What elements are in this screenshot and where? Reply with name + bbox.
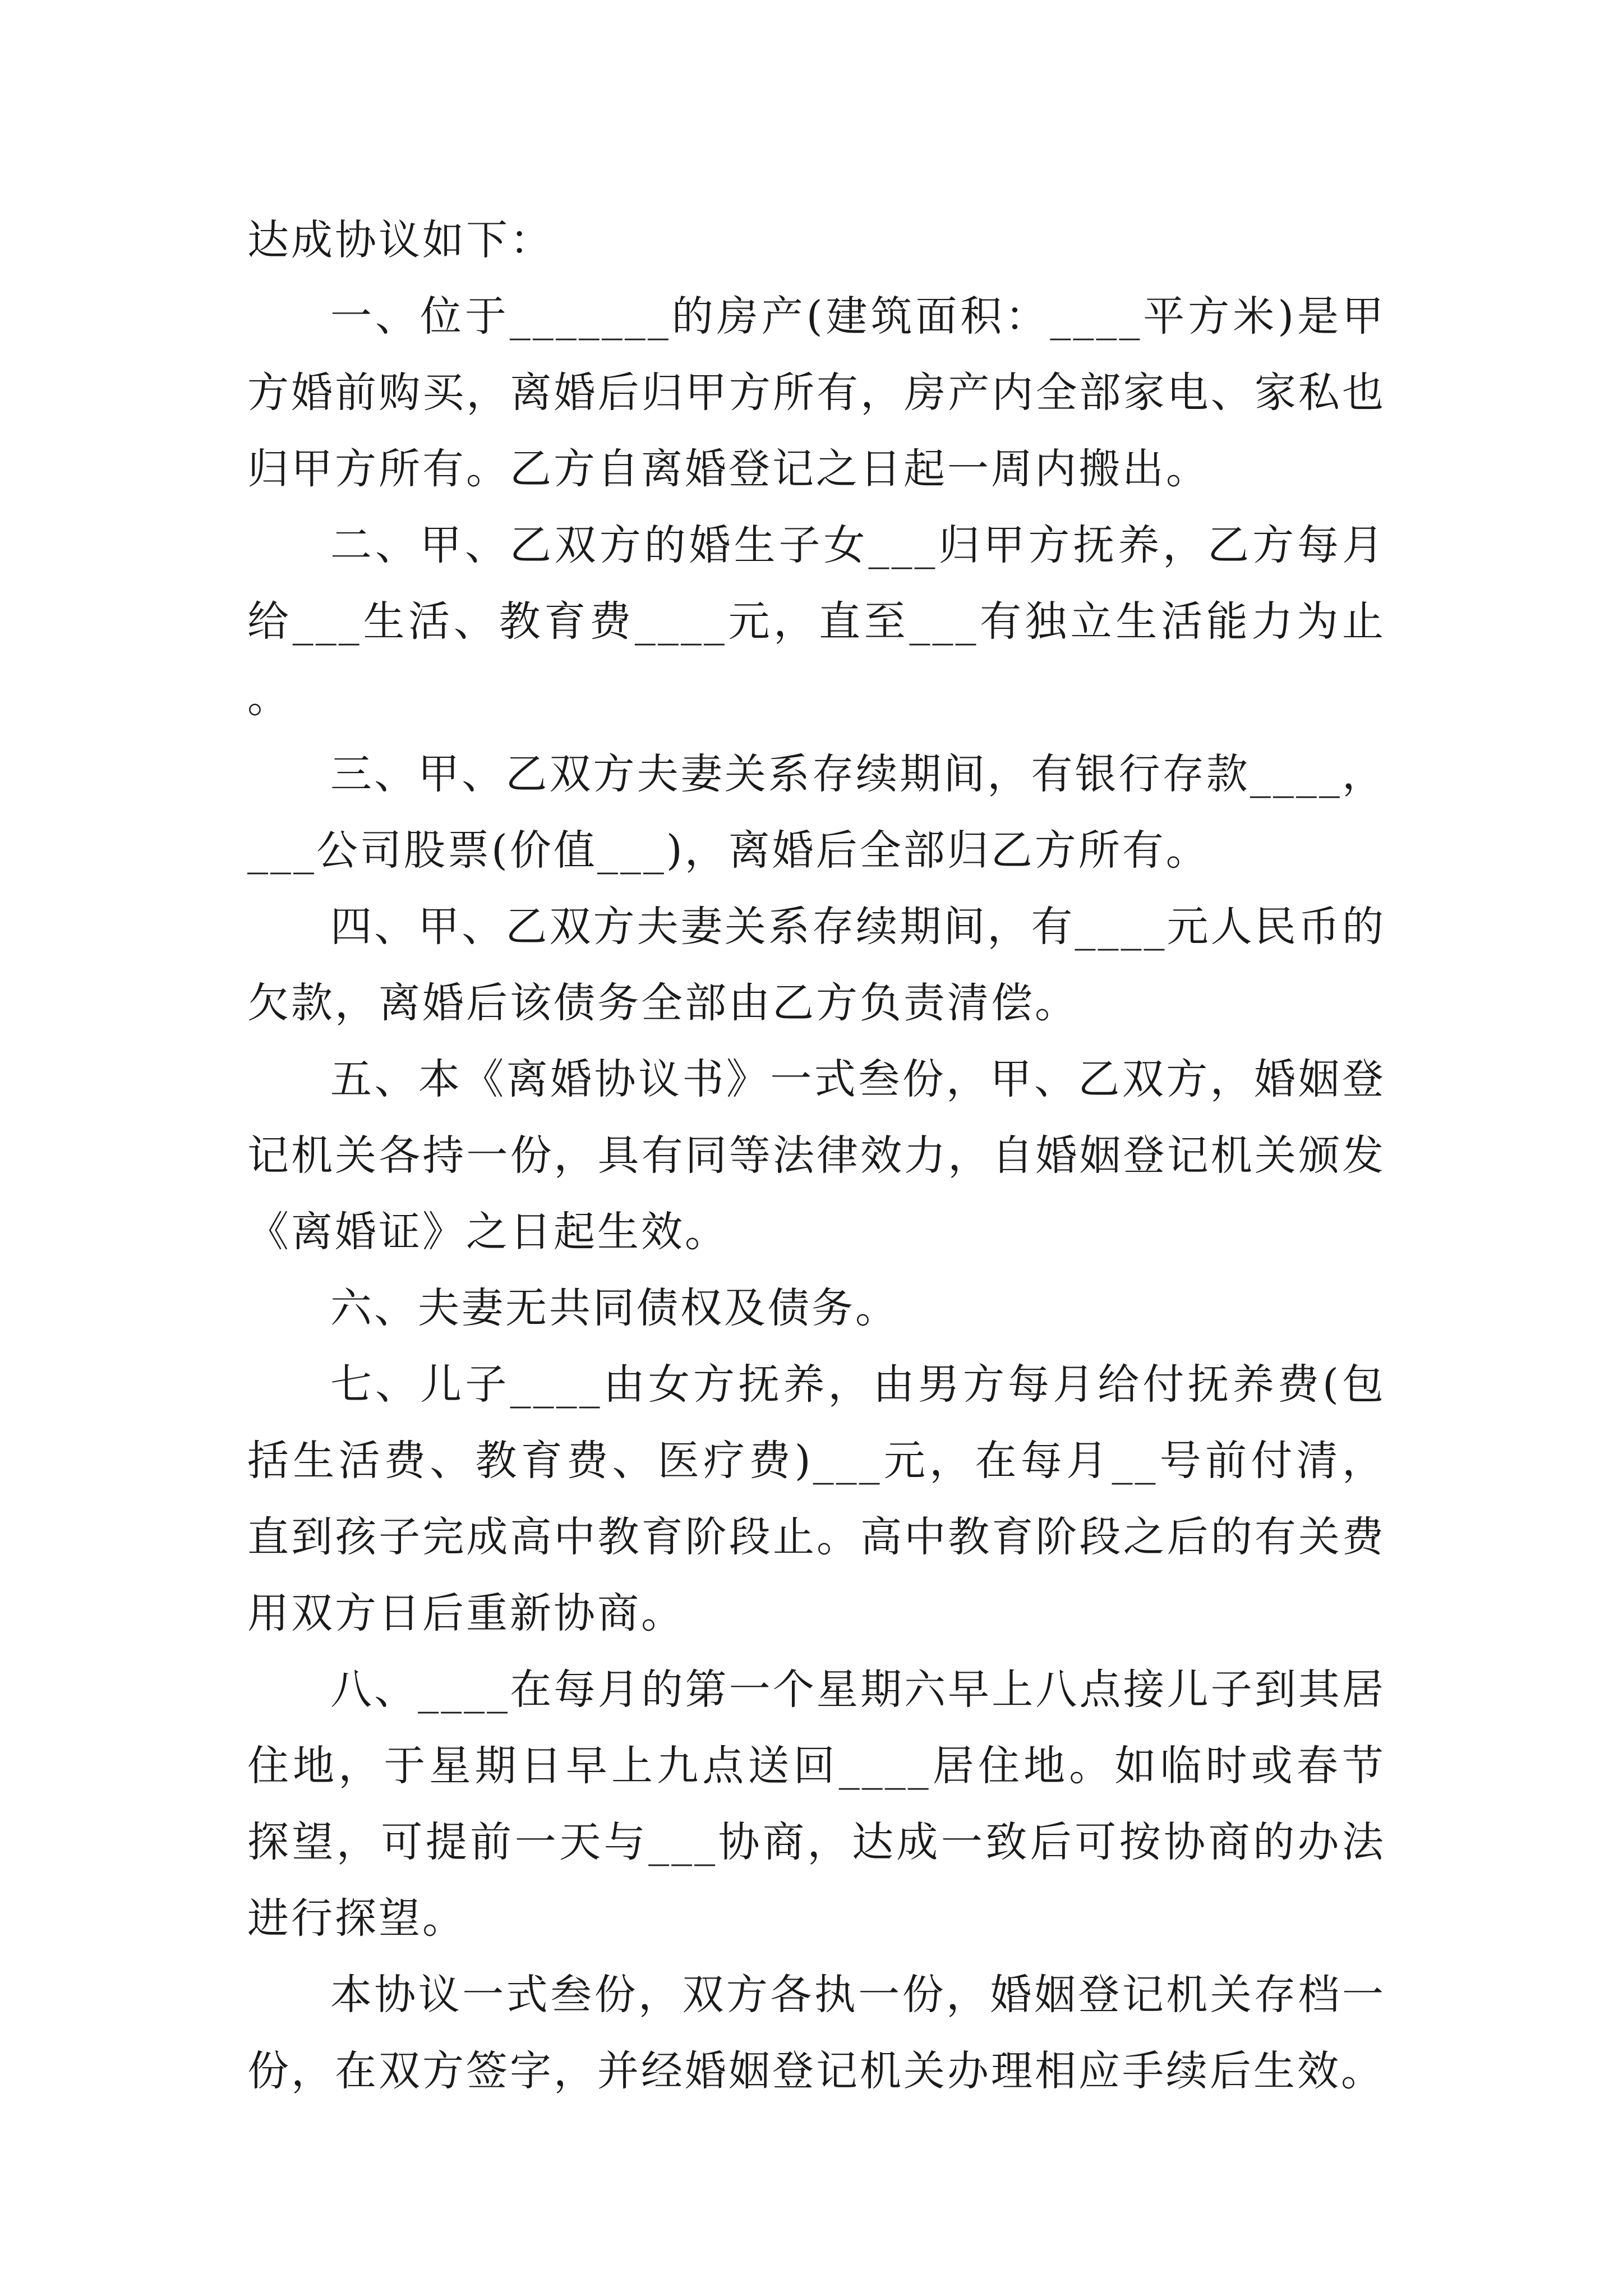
clause-8-visitation: 八、____在每月的第一个星期六早上八点接儿子到其居住地，于星期日早上九点送回____居住地。如临时或春节探望，可提前一天与___协商，达成一致后可按协商的办法进行探望。 (247, 1665, 1386, 1943)
clause-4-debt: 四、甲、乙双方夫妻关系存续期间，有____元人民币的欠款，离婚后该债务全部由乙方负责清偿。 (247, 903, 1386, 1027)
clause-1-property: 一、位于_______的房产(建筑面积：____平方米)是甲方婚前购买，离婚后归甲方所有，房产内全部家电、家私也归甲方所有。乙方自离婚登记之日起一周内搬出。 (247, 292, 1386, 493)
agreement-closing: 本协议一式叁份，双方各执一份，婚姻登记机关存档一份，在双方签字，并经婚姻登记机关办理相应手续后生效。 (247, 1971, 1386, 2095)
agreement-body (247, 202, 1386, 2109)
agreement-intro: 达成协议如下： (247, 216, 554, 264)
clause-7-child-support: 七、儿子____由女方抚养，由男方每月给付抚养费(包括生活费、教育费、医疗费)___元，在每月__号前付清，直到孩子完成高中教育阶段止。高中教育阶段之后的有关费用双方日后重新协商。 (247, 1360, 1386, 1637)
clause-5-copies: 五、本《离婚协议书》一式叁份，甲、乙双方，婚姻登记机关各持一份，具有同等法律效力，自婚姻登记机关颁发《离婚证》之日起生效。 (247, 1055, 1386, 1256)
clause-6-no-joint-debt: 六、夫妻无共同债权及债务。 (330, 1284, 899, 1332)
clause-2-child-custody: 二、甲、乙双方的婚生子女___归甲方抚养，乙方每月给___生活、教育费____元，直至___有独立生活能力为止。 (247, 521, 1386, 722)
clause-3-savings: 三、甲、乙双方夫妻关系存续期间，有银行存款____，___公司股票(价值___)，离婚后全部归乙方所有。 (247, 750, 1386, 875)
